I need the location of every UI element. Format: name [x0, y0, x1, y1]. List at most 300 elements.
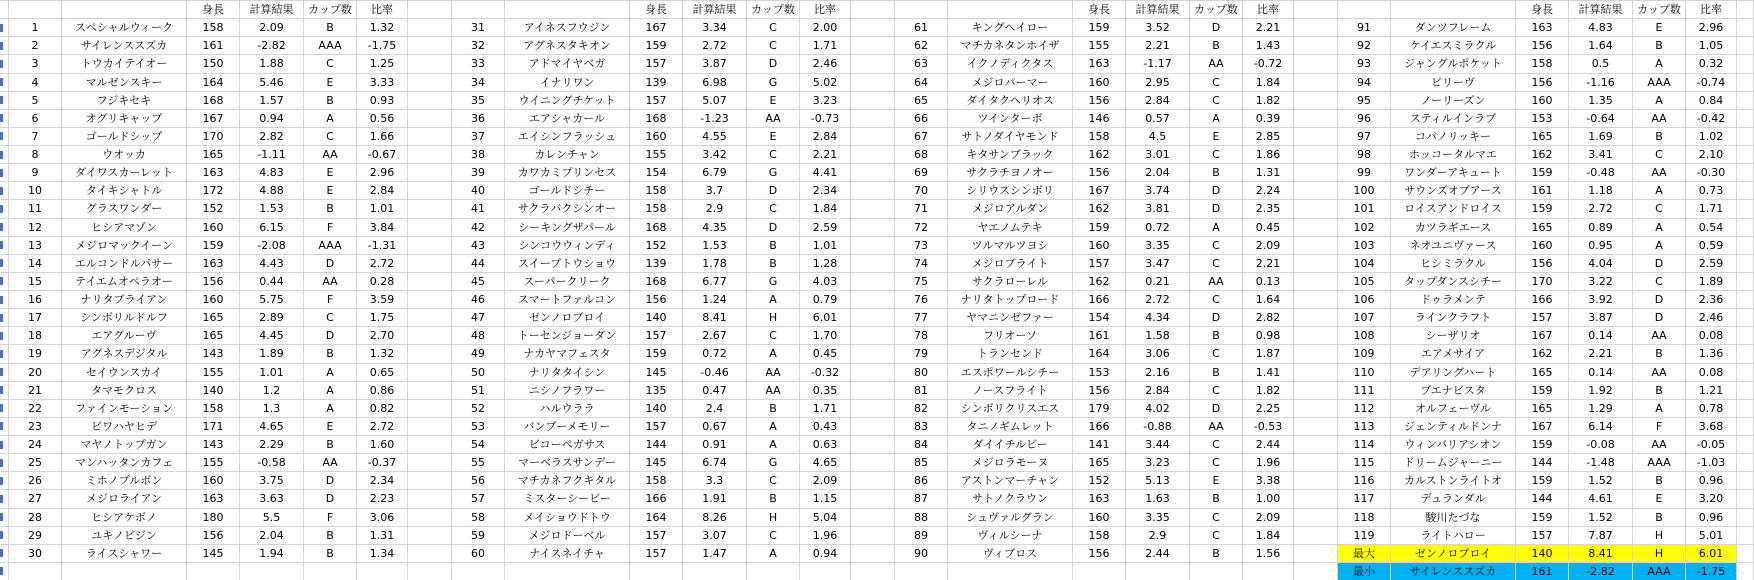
name-cell[interactable]: カツラギエース [1391, 219, 1516, 237]
row-number-cell[interactable]: 82 [895, 400, 948, 418]
row-number-cell[interactable]: 65 [895, 92, 948, 110]
name-cell[interactable]: ラインクラフト [1391, 309, 1516, 327]
height-cell[interactable]: 159 [1073, 219, 1126, 237]
row-number-cell[interactable]: 62 [895, 37, 948, 55]
name-cell[interactable]: スイープトウショウ [505, 255, 630, 273]
calc-result-cell[interactable]: 3.44 [1126, 436, 1190, 454]
ratio-cell[interactable]: 5.01 [1686, 527, 1737, 545]
height-cell[interactable]: 154 [630, 164, 683, 182]
cup-size-cell[interactable]: A [1633, 182, 1686, 200]
calc-result-cell[interactable]: 3.74 [1126, 182, 1190, 200]
calc-result-cell[interactable]: 2.89 [240, 309, 304, 327]
name-cell[interactable]: エスポワールシチー [948, 364, 1073, 382]
cup-size-cell[interactable]: A [304, 382, 357, 400]
ratio-cell[interactable]: 0.93 [357, 92, 408, 110]
height-cell[interactable]: 162 [1073, 273, 1126, 291]
calc-result-cell[interactable]: 5.13 [1126, 472, 1190, 490]
empty-cell[interactable] [304, 563, 357, 580]
row-number-cell[interactable]: 63 [895, 55, 948, 73]
empty-cell[interactable] [9, 563, 62, 580]
row-number-cell[interactable]: 87 [895, 490, 948, 508]
row-number-cell[interactable]: 91 [1338, 19, 1391, 37]
calc-result-cell[interactable]: -1.16 [1569, 74, 1633, 92]
spacer-cell[interactable] [1294, 237, 1338, 255]
ratio-cell[interactable]: 2.72 [357, 418, 408, 436]
calc-result-cell[interactable]: -2.82 [1569, 563, 1633, 580]
ratio-cell[interactable]: 0.35 [800, 382, 851, 400]
cup-size-cell[interactable]: C [747, 200, 800, 218]
name-cell[interactable]: イクノディクタス [948, 55, 1073, 73]
ratio-cell[interactable]: 1.82 [1243, 92, 1294, 110]
calc-result-cell[interactable]: 0.91 [683, 436, 747, 454]
height-cell[interactable]: 167 [630, 19, 683, 37]
name-cell[interactable]: マンハッタンカフェ [62, 454, 187, 472]
calc-result-cell[interactable]: 2.44 [1126, 545, 1190, 563]
spacer-cell[interactable] [851, 92, 895, 110]
height-cell[interactable]: 156 [1073, 92, 1126, 110]
name-cell[interactable]: ヒシアマゾン [62, 219, 187, 237]
name-cell[interactable]: ヴィルシーナ [948, 527, 1073, 545]
height-cell[interactable]: 140 [630, 309, 683, 327]
height-cell[interactable]: 165 [1516, 400, 1569, 418]
name-cell[interactable]: エアグルーヴ [62, 327, 187, 345]
ratio-cell[interactable]: 0.43 [800, 418, 851, 436]
spacer-cell[interactable] [851, 509, 895, 527]
cup-size-cell[interactable]: F [304, 219, 357, 237]
calc-result-cell[interactable]: 1.57 [240, 92, 304, 110]
ratio-cell[interactable]: 2.59 [800, 219, 851, 237]
row-number-cell[interactable]: 98 [1338, 146, 1391, 164]
ratio-cell[interactable]: 2.70 [357, 327, 408, 345]
column-header[interactable]: 計算結果 [240, 1, 304, 19]
spacer-cell[interactable] [1294, 182, 1338, 200]
name-cell[interactable]: サクラバクシンオー [505, 200, 630, 218]
ratio-cell[interactable]: 2.85 [1243, 128, 1294, 146]
cup-size-cell[interactable]: B [1190, 545, 1243, 563]
ratio-cell[interactable]: 1.89 [1686, 273, 1737, 291]
height-cell[interactable]: 158 [1073, 527, 1126, 545]
spacer-cell[interactable] [1737, 110, 1754, 128]
spacer-cell[interactable] [1737, 237, 1754, 255]
spacer-cell[interactable] [1294, 1, 1338, 19]
spacer-cell[interactable] [1737, 74, 1754, 92]
spacer-cell[interactable] [1294, 146, 1338, 164]
ratio-cell[interactable]: 2.34 [800, 182, 851, 200]
height-cell[interactable]: 159 [1516, 164, 1569, 182]
row-number-cell[interactable]: 26 [9, 472, 62, 490]
empty-cell[interactable] [357, 563, 408, 580]
row-number-cell[interactable]: 40 [452, 182, 505, 200]
name-cell[interactable]: イナリワン [505, 74, 630, 92]
cup-size-cell[interactable]: B [747, 490, 800, 508]
ratio-cell[interactable]: 2.82 [1243, 309, 1294, 327]
name-cell[interactable]: スティルインラブ [1391, 110, 1516, 128]
height-cell[interactable]: 167 [187, 110, 240, 128]
column-header[interactable]: 計算結果 [1126, 1, 1190, 19]
calc-result-cell[interactable]: 6.77 [683, 273, 747, 291]
spacer-cell[interactable] [1737, 454, 1754, 472]
spacer-cell[interactable] [408, 219, 452, 237]
row-number-cell[interactable]: 41 [452, 200, 505, 218]
ratio-cell[interactable]: -1.03 [1686, 454, 1737, 472]
cup-size-cell[interactable]: D [304, 327, 357, 345]
name-cell[interactable]: ゼンノロブロイ [1391, 545, 1516, 563]
calc-result-cell[interactable]: -1.23 [683, 110, 747, 128]
row-number-cell[interactable]: 最小 [1338, 563, 1391, 580]
cup-size-cell[interactable]: E [747, 128, 800, 146]
cup-size-cell[interactable]: C [304, 128, 357, 146]
spacer-cell[interactable] [1294, 327, 1338, 345]
row-number-cell[interactable]: 105 [1338, 273, 1391, 291]
row-number-cell[interactable]: 55 [452, 454, 505, 472]
spacer-cell[interactable] [1294, 273, 1338, 291]
row-number-cell[interactable]: 60 [452, 545, 505, 563]
cup-size-cell[interactable]: B [304, 527, 357, 545]
height-cell[interactable]: 159 [1516, 509, 1569, 527]
calc-result-cell[interactable]: 2.9 [683, 200, 747, 218]
cup-size-cell[interactable]: AAA [1633, 454, 1686, 472]
cup-size-cell[interactable]: AA [1633, 436, 1686, 454]
ratio-cell[interactable]: 1.66 [357, 128, 408, 146]
cup-size-cell[interactable]: AA [304, 146, 357, 164]
row-number-cell[interactable]: 50 [452, 364, 505, 382]
height-cell[interactable]: 164 [187, 74, 240, 92]
cup-size-cell[interactable]: B [1190, 37, 1243, 55]
ratio-cell[interactable]: -0.32 [800, 364, 851, 382]
spacer-cell[interactable] [1294, 291, 1338, 309]
height-cell[interactable]: 160 [187, 219, 240, 237]
name-cell[interactable]: サイレンススズカ [62, 37, 187, 55]
empty-cell[interactable] [683, 563, 747, 580]
calc-result-cell[interactable]: 1.78 [683, 255, 747, 273]
row-number-cell[interactable]: 3 [9, 55, 62, 73]
name-cell[interactable]: エアシャカール [505, 110, 630, 128]
spacer-cell[interactable] [1737, 490, 1754, 508]
cup-size-cell[interactable]: C [1190, 255, 1243, 273]
row-number-cell[interactable]: 52 [452, 400, 505, 418]
ratio-cell[interactable]: 1.71 [800, 37, 851, 55]
height-cell[interactable]: 157 [630, 418, 683, 436]
calc-result-cell[interactable]: 1.24 [683, 291, 747, 309]
calc-result-cell[interactable]: 2.09 [240, 19, 304, 37]
name-cell[interactable]: マヤノトップガン [62, 436, 187, 454]
name-cell[interactable]: ドゥラメンテ [1391, 291, 1516, 309]
calc-result-cell[interactable]: 4.88 [240, 182, 304, 200]
name-cell[interactable]: テイエムオペラオー [62, 273, 187, 291]
row-number-cell[interactable]: 118 [1338, 509, 1391, 527]
calc-result-cell[interactable]: 0.44 [240, 273, 304, 291]
calc-result-cell[interactable]: 4.02 [1126, 400, 1190, 418]
calc-result-cell[interactable]: 4.83 [1569, 19, 1633, 37]
spacer-cell[interactable] [851, 237, 895, 255]
cup-size-cell[interactable]: A [747, 291, 800, 309]
height-cell[interactable]: 156 [1516, 37, 1569, 55]
cup-size-cell[interactable]: A [1633, 55, 1686, 73]
ratio-cell[interactable]: 2.09 [1243, 237, 1294, 255]
name-cell[interactable]: マチカネタンホイザ [948, 37, 1073, 55]
height-cell[interactable]: 139 [630, 255, 683, 273]
spacer-cell[interactable] [1294, 345, 1338, 363]
calc-result-cell[interactable]: 3.47 [1126, 255, 1190, 273]
height-cell[interactable]: 143 [187, 345, 240, 363]
name-cell[interactable]: スマートファルコン [505, 291, 630, 309]
empty-cell[interactable] [1073, 563, 1126, 580]
spacer-cell[interactable] [1737, 219, 1754, 237]
calc-result-cell[interactable]: 4.43 [240, 255, 304, 273]
spacer-cell[interactable] [1294, 37, 1338, 55]
height-cell[interactable]: 161 [1516, 182, 1569, 200]
calc-result-cell[interactable]: 3.63 [240, 490, 304, 508]
spacer-cell[interactable] [1737, 55, 1754, 73]
cup-size-cell[interactable]: AAA [1633, 563, 1686, 580]
calc-result-cell[interactable]: 3.41 [1569, 146, 1633, 164]
height-cell[interactable]: 157 [1073, 255, 1126, 273]
ratio-cell[interactable]: 1.15 [800, 490, 851, 508]
row-number-cell[interactable]: 39 [452, 164, 505, 182]
height-cell[interactable]: 159 [1516, 436, 1569, 454]
name-cell[interactable]: メジロライアン [62, 490, 187, 508]
name-cell[interactable]: デアリングハート [1391, 364, 1516, 382]
calc-result-cell[interactable]: -1.48 [1569, 454, 1633, 472]
spacer-cell[interactable] [1737, 345, 1754, 363]
spacer-cell[interactable] [1737, 309, 1754, 327]
cup-size-cell[interactable]: E [304, 74, 357, 92]
ratio-cell[interactable]: 0.08 [1686, 364, 1737, 382]
name-cell[interactable]: ビリーヴ [1391, 74, 1516, 92]
height-cell[interactable]: 159 [630, 37, 683, 55]
ratio-cell[interactable]: 2.59 [1686, 255, 1737, 273]
calc-result-cell[interactable]: 1.52 [1569, 509, 1633, 527]
row-number-cell[interactable]: 1 [9, 19, 62, 37]
spacer-cell[interactable] [1294, 200, 1338, 218]
name-cell[interactable]: セイウンスカイ [62, 364, 187, 382]
row-number-cell[interactable]: 57 [452, 490, 505, 508]
row-number-cell[interactable]: 最大 [1338, 545, 1391, 563]
name-cell[interactable]: ゴールドシチー [505, 182, 630, 200]
spacer-cell[interactable] [1737, 1, 1754, 19]
name-cell[interactable]: ビワハヤヒデ [62, 418, 187, 436]
cup-size-cell[interactable]: C [747, 146, 800, 164]
calc-result-cell[interactable]: 2.4 [683, 400, 747, 418]
name-cell[interactable]: キタサンブラック [948, 146, 1073, 164]
cup-size-cell[interactable]: B [1633, 128, 1686, 146]
row-number-cell[interactable]: 14 [9, 255, 62, 273]
name-cell[interactable]: ナカヤマフェスタ [505, 345, 630, 363]
calc-result-cell[interactable]: 2.67 [683, 327, 747, 345]
ratio-cell[interactable]: 2.72 [357, 255, 408, 273]
row-number-cell[interactable]: 30 [9, 545, 62, 563]
name-cell[interactable]: マチカネフクキタル [505, 472, 630, 490]
cup-size-cell[interactable]: C [1633, 146, 1686, 164]
calc-result-cell[interactable]: 0.72 [683, 345, 747, 363]
height-cell[interactable]: 160 [630, 128, 683, 146]
cup-size-cell[interactable]: B [1190, 490, 1243, 508]
name-cell[interactable]: フジキセキ [62, 92, 187, 110]
cup-size-cell[interactable]: D [304, 472, 357, 490]
name-cell[interactable]: ロイスアンドロイス [1391, 200, 1516, 218]
calc-result-cell[interactable]: 6.74 [683, 454, 747, 472]
height-cell[interactable]: 156 [630, 291, 683, 309]
spacer-cell[interactable] [1294, 92, 1338, 110]
cup-size-cell[interactable]: D [1633, 255, 1686, 273]
name-cell[interactable]: サトノダイヤモンド [948, 128, 1073, 146]
cup-size-cell[interactable]: E [1633, 490, 1686, 508]
spacer-cell[interactable] [851, 400, 895, 418]
spacer-cell[interactable] [1294, 309, 1338, 327]
calc-result-cell[interactable]: 2.82 [240, 128, 304, 146]
spacer-cell[interactable] [851, 1, 895, 19]
cup-size-cell[interactable]: C [1190, 291, 1243, 309]
ratio-cell[interactable]: 1.41 [1243, 364, 1294, 382]
spacer-cell[interactable] [1737, 146, 1754, 164]
cup-size-cell[interactable]: C [747, 37, 800, 55]
name-cell[interactable]: ウィンバリアシオン [1391, 436, 1516, 454]
spacer-cell[interactable] [851, 527, 895, 545]
calc-result-cell[interactable]: 2.29 [240, 436, 304, 454]
cup-size-cell[interactable]: C [1633, 200, 1686, 218]
calc-result-cell[interactable]: 1.3 [240, 400, 304, 418]
cup-size-cell[interactable]: A [304, 110, 357, 128]
row-number-cell[interactable]: 119 [1338, 527, 1391, 545]
spacer-cell[interactable] [1737, 182, 1754, 200]
name-cell[interactable]: ドリームジャーニー [1391, 454, 1516, 472]
spacer-cell[interactable] [851, 146, 895, 164]
spacer-cell[interactable] [1294, 527, 1338, 545]
cup-size-cell[interactable]: G [747, 454, 800, 472]
cup-size-cell[interactable]: AA [747, 364, 800, 382]
name-cell[interactable]: マーベラスサンデー [505, 454, 630, 472]
calc-result-cell[interactable]: 4.04 [1569, 255, 1633, 273]
cup-size-cell[interactable]: AA [1190, 273, 1243, 291]
cup-size-cell[interactable]: C [1190, 527, 1243, 545]
calc-result-cell[interactable]: 1.94 [240, 545, 304, 563]
name-cell[interactable]: ウオッカ [62, 146, 187, 164]
calc-result-cell[interactable]: 6.15 [240, 219, 304, 237]
height-cell[interactable]: 140 [187, 382, 240, 400]
name-cell[interactable]: タップダンスシチー [1391, 273, 1516, 291]
cup-size-cell[interactable]: B [304, 436, 357, 454]
ratio-cell[interactable]: 1.60 [357, 436, 408, 454]
cup-size-cell[interactable]: F [304, 291, 357, 309]
height-cell[interactable]: 162 [1073, 146, 1126, 164]
ratio-cell[interactable]: 0.45 [1243, 219, 1294, 237]
row-number-cell[interactable]: 13 [9, 237, 62, 255]
cup-size-cell[interactable]: E [747, 92, 800, 110]
name-cell[interactable]: ツルマルツヨシ [948, 237, 1073, 255]
row-number-cell[interactable]: 38 [452, 146, 505, 164]
cup-size-cell[interactable]: C [747, 19, 800, 37]
calc-result-cell[interactable]: 2.04 [1126, 164, 1190, 182]
ratio-cell[interactable]: 6.01 [1686, 545, 1737, 563]
ratio-cell[interactable]: 3.33 [357, 74, 408, 92]
spacer-cell[interactable] [408, 563, 452, 580]
spacer-cell[interactable] [851, 164, 895, 182]
row-number-cell[interactable]: 68 [895, 146, 948, 164]
name-cell[interactable]: ゼンノロブロイ [505, 309, 630, 327]
ratio-cell[interactable]: 1.21 [1686, 382, 1737, 400]
row-number-cell[interactable]: 75 [895, 273, 948, 291]
spacer-cell[interactable] [851, 490, 895, 508]
row-number-cell[interactable]: 27 [9, 490, 62, 508]
row-number-cell[interactable]: 61 [895, 19, 948, 37]
cup-size-cell[interactable]: E [304, 182, 357, 200]
spacer-cell[interactable] [1737, 37, 1754, 55]
name-cell[interactable]: ヴィブロス [948, 545, 1073, 563]
height-cell[interactable]: 144 [1516, 454, 1569, 472]
calc-result-cell[interactable]: 3.07 [683, 527, 747, 545]
header-blank-cell[interactable] [452, 1, 505, 19]
cup-size-cell[interactable]: A [304, 364, 357, 382]
spacer-cell[interactable] [1294, 55, 1338, 73]
cup-size-cell[interactable]: C [1633, 273, 1686, 291]
name-cell[interactable]: マルゼンスキー [62, 74, 187, 92]
spacer-cell[interactable] [408, 527, 452, 545]
row-number-cell[interactable]: 103 [1338, 237, 1391, 255]
height-cell[interactable]: 157 [630, 92, 683, 110]
header-blank-cell[interactable] [505, 1, 630, 19]
calc-result-cell[interactable]: 3.42 [683, 146, 747, 164]
name-cell[interactable]: スーパークリーク [505, 273, 630, 291]
name-cell[interactable]: ヒシミラクル [1391, 255, 1516, 273]
spacer-cell[interactable] [408, 128, 452, 146]
calc-result-cell[interactable]: 0.67 [683, 418, 747, 436]
row-number-cell[interactable]: 107 [1338, 309, 1391, 327]
height-cell[interactable]: 167 [1073, 182, 1126, 200]
cup-size-cell[interactable]: A [1190, 110, 1243, 128]
height-cell[interactable]: 163 [1516, 19, 1569, 37]
row-number-cell[interactable]: 78 [895, 327, 948, 345]
height-cell[interactable]: 155 [1073, 37, 1126, 55]
spacer-cell[interactable] [1737, 527, 1754, 545]
ratio-cell[interactable]: 0.45 [800, 345, 851, 363]
cup-size-cell[interactable]: F [304, 509, 357, 527]
calc-result-cell[interactable]: 1.53 [683, 237, 747, 255]
cup-size-cell[interactable]: C [304, 55, 357, 73]
column-header[interactable]: 身長 [187, 1, 240, 19]
cup-size-cell[interactable]: D [1633, 291, 1686, 309]
row-number-cell[interactable]: 86 [895, 472, 948, 490]
row-number-cell[interactable]: 59 [452, 527, 505, 545]
spacer-cell[interactable] [408, 364, 452, 382]
row-number-cell[interactable]: 20 [9, 364, 62, 382]
name-cell[interactable]: アドマイヤベガ [505, 55, 630, 73]
calc-result-cell[interactable]: 4.5 [1126, 128, 1190, 146]
spacer-cell[interactable] [1294, 364, 1338, 382]
ratio-cell[interactable]: 0.39 [1243, 110, 1294, 128]
row-number-cell[interactable]: 71 [895, 200, 948, 218]
row-number-cell[interactable]: 17 [9, 309, 62, 327]
ratio-cell[interactable]: 2.24 [1243, 182, 1294, 200]
row-number-cell[interactable]: 24 [9, 436, 62, 454]
ratio-cell[interactable]: 2.23 [357, 490, 408, 508]
spacer-cell[interactable] [851, 345, 895, 363]
ratio-cell[interactable]: 1.96 [1243, 454, 1294, 472]
calc-result-cell[interactable]: 0.21 [1126, 273, 1190, 291]
cup-size-cell[interactable]: B [1190, 364, 1243, 382]
height-cell[interactable]: 170 [1516, 273, 1569, 291]
cup-size-cell[interactable]: AA [304, 454, 357, 472]
spacer-cell[interactable] [1737, 327, 1754, 345]
spacer-cell[interactable] [851, 110, 895, 128]
ratio-cell[interactable]: 1.34 [357, 545, 408, 563]
row-number-cell[interactable]: 79 [895, 345, 948, 363]
row-number-cell[interactable]: 112 [1338, 400, 1391, 418]
calc-result-cell[interactable]: -0.58 [240, 454, 304, 472]
height-cell[interactable]: 180 [187, 509, 240, 527]
calc-result-cell[interactable]: 4.45 [240, 327, 304, 345]
cup-size-cell[interactable]: C [1190, 92, 1243, 110]
calc-result-cell[interactable]: 1.89 [240, 345, 304, 363]
